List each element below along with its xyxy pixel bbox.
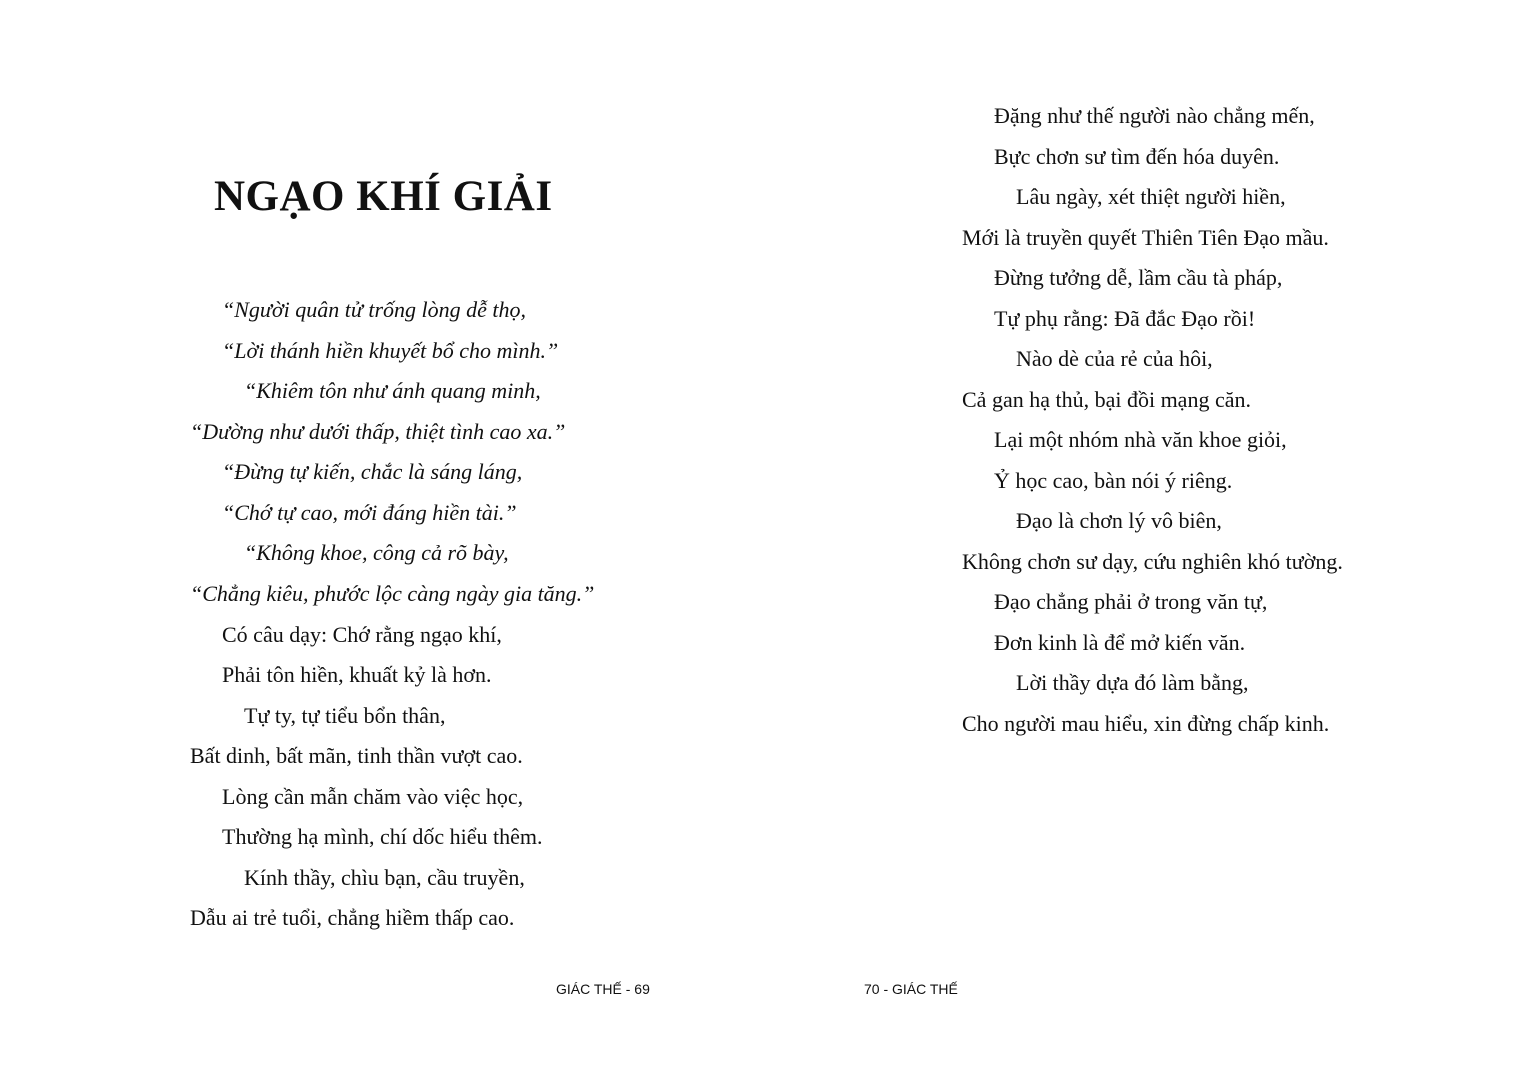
verse-line: “Lời thánh hiền khuyết bổ cho mình.” (222, 338, 559, 363)
verse-line: Lòng cần mẫn chăm vào việc học, (222, 784, 524, 809)
verse-line: “Không khoe, công cả rõ bày, (244, 540, 509, 565)
verse-line: “Người quân tử trống lòng dễ thọ, (222, 297, 527, 322)
verse-line: Tự ty, tự tiểu bổn thân, (244, 703, 446, 728)
verse-line: “Khiêm tôn như ánh quang minh, (244, 378, 541, 403)
verse-line: Tự phụ rằng: Đã đắc Đạo rồi! (994, 306, 1256, 331)
verse-line: Ỷ học cao, bàn nói ý riêng. (994, 468, 1233, 493)
verse-line: Đặng như thế người nào chẳng mến, (994, 103, 1315, 128)
verse-line: Dẫu ai trẻ tuổi, chẳng hiềm thấp cao. (190, 905, 515, 930)
verse-line: Đạo chẳng phải ở trong văn tự, (994, 589, 1268, 614)
verse-line: “Đừng tự kiến, chắc là sáng láng, (222, 459, 523, 484)
verse-line: “Chẳng kiêu, phước lộc càng ngày gia tăng.” (190, 581, 595, 606)
verse-line: Đạo là chơn lý vô biên, (1016, 508, 1222, 533)
verse-line: Thường hạ mình, chí dốc hiểu thêm. (222, 824, 543, 849)
verse-line: Đừng tưởng dễ, lầm cầu tà pháp, (994, 265, 1283, 290)
verse-line: Lâu ngày, xét thiệt người hiền, (1016, 184, 1286, 209)
page-footer-right: 70 - GIÁC THẾ (864, 981, 958, 997)
verse-line: Nào dè của rẻ của hôi, (1016, 346, 1213, 371)
verse-line: Lời thầy dựa đó làm bằng, (1016, 670, 1249, 695)
right-verse (760, 0, 1520, 1076)
verse-line: Kính thầy, chìu bạn, cầu truyền, (244, 865, 525, 890)
verse-line: Bất dinh, bất mãn, tinh thần vượt cao. (190, 743, 523, 768)
poem-title: NGẠO KHÍ GIẢI (214, 173, 553, 220)
verse-line: Bực chơn sư tìm đến hóa duyên. (994, 144, 1280, 169)
verse-line: Đơn kinh là để mở kiến văn. (994, 630, 1246, 655)
verse-line: Có câu dạy: Chớ rằng ngạo khí, (222, 622, 502, 647)
verse-line: Mới là truyền quyết Thiên Tiên Đạo mầu. (962, 225, 1329, 250)
right-page (760, 0, 1520, 1076)
verse-line: Cho người mau hiểu, xin đừng chấp kinh. (962, 711, 1330, 736)
verse-line: Cả gan hạ thủ, bại đồi mạng căn. (962, 387, 1251, 412)
verse-line: “Chớ tự cao, mới đáng hiền tài.” (222, 500, 517, 525)
page-footer-left: GIÁC THẾ - 69 (556, 981, 650, 997)
verse-line: Phải tôn hiền, khuất kỷ là hơn. (222, 662, 492, 687)
verse-line: Lại một nhóm nhà văn khoe giỏi, (994, 427, 1287, 452)
verse-line: Không chơn sư dạy, cứu nghiên khó tường. (962, 549, 1343, 574)
verse-line: “Dường như dưới thấp, thiệt tình cao xa.” (190, 419, 566, 444)
